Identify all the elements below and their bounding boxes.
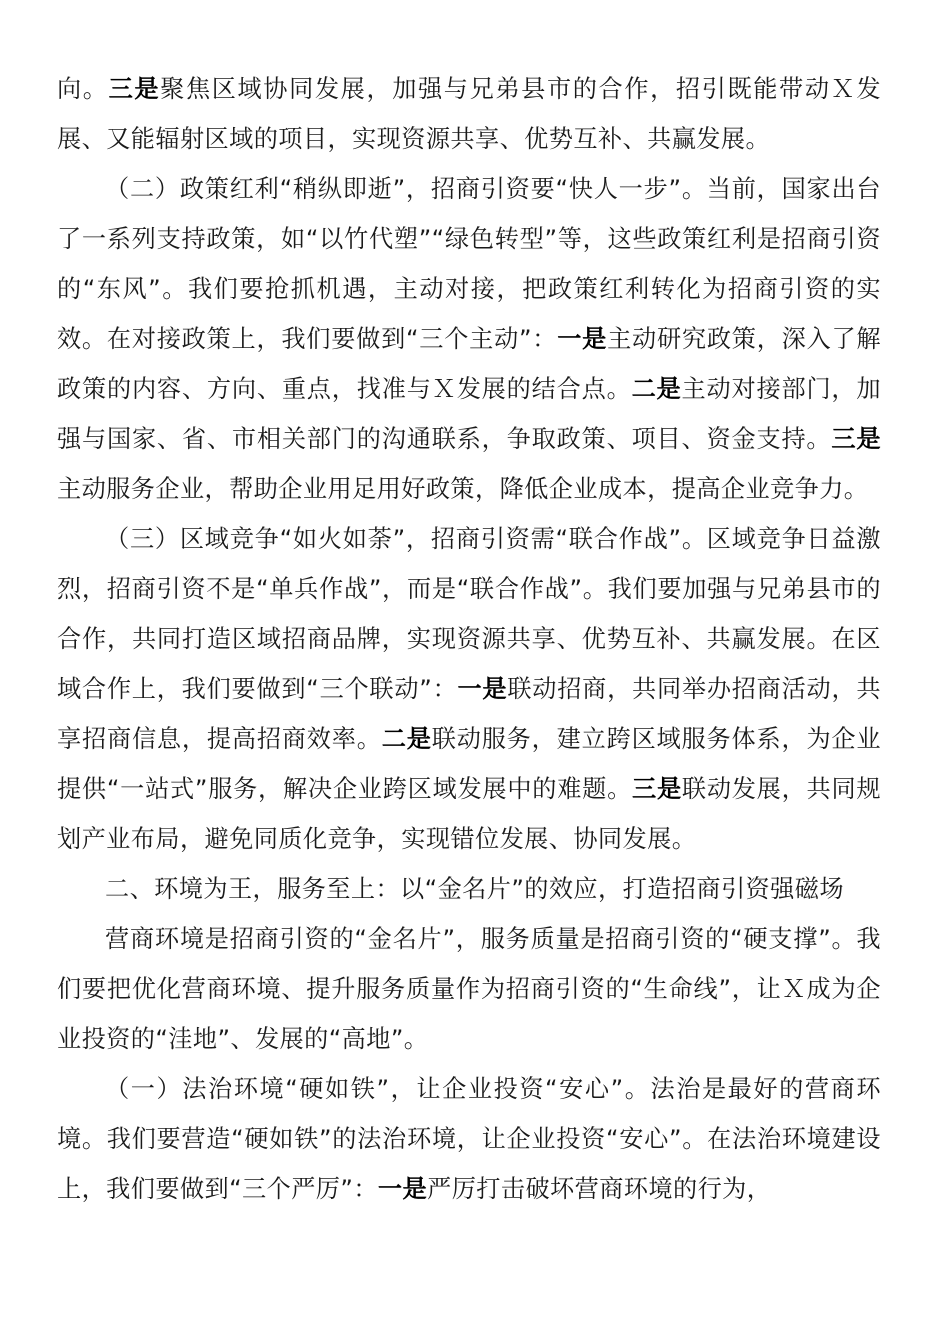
bold-run: 一是 [457, 675, 508, 703]
bold-run: 三是 [108, 75, 161, 103]
text-run: 主动研究政策，深入了解政策的内容、方向、重点，找准与Ｘ发展的结合点。 [57, 325, 882, 403]
bold-run: 三是 [831, 425, 881, 453]
text-run: 二、环境为王，服务至上：以“金名片”的效应，打造招商引资强磁场 [105, 875, 844, 903]
bold-run: 二是 [381, 725, 432, 753]
bold-run: 三是 [632, 775, 682, 803]
paragraph [57, 514, 881, 864]
text-run: 聚焦区域协同发展，加强与兄弟县市的合作，招引既能带动Ｘ发展、又能辐射区域的项目，实现资源共享、优势互补、共赢发展。 [57, 75, 881, 153]
text-run: 向。 [57, 75, 109, 103]
paragraph [57, 164, 881, 514]
paragraph [57, 914, 881, 1064]
text-run: 联动招商，共同举办招商活动，共享招商信息，提高招商效率。 [57, 675, 881, 753]
section-heading [57, 864, 881, 914]
bold-run: 一是 [557, 325, 608, 353]
text-run: （二）政策红利“稍纵即逝”，招商引资要“快人一步”。当前，国家出台了一系列支持政策，如“以竹代塑”“绿色转型”等，这些政策红利是招商引资的“东风”。我们要抢抓机遇，主动对接，把政策红利转化为招商引资的实效。在对接政策上，我们要做到“三个主动”： [57, 175, 881, 353]
paragraph [57, 64, 881, 164]
bold-run: 二是 [631, 375, 682, 403]
text-run: 联动发展，共同规划产业布局，避免同质化竞争，实现错位发展、协同发展。 [57, 775, 881, 853]
text-run: （三）区域竞争“如火如荼”，招商引资需“联合作战”。区域竞争日益激烈，招商引资不是“单兵作战”，而是“联合作战”。我们要加强与兄弟县市的合作，共同打造区域招商品牌，实现资源共享、优势互补、共赢发展。在区域合作上，我们要做到“三个联动”： [57, 525, 881, 703]
bold-run: 一是 [377, 1175, 428, 1203]
document-body [57, 64, 881, 1214]
text-run: （一）法治环境“硬如铁”，让企业投资“安心”。法治是最好的营商环境。我们要营造“硬如铁”的法治环境，让企业投资“安心”。在法治环境建设上，我们要做到“三个严厉”： [57, 1075, 881, 1203]
paragraph [57, 1064, 881, 1214]
text-run: 联动服务，建立跨区域服务体系，为企业提供“一站式”服务，解决企业跨区域发展中的难题。 [57, 725, 882, 803]
text-run: 严厉打击破坏营商环境的行为， [427, 1175, 772, 1203]
text-run: 营商环境是招商引资的“金名片”，服务质量是招商引资的“硬支撑”。我们要把优化营商环境、提升服务质量作为招商引资的“生命线”，让Ｘ成为企业投资的“洼地”、发展的“高地”。 [57, 925, 881, 1053]
text-run: 主动对接部门，加强与国家、省、市相关部门的沟通联系，争取政策、项目、资金支持。 [57, 375, 882, 453]
text-run: 主动服务企业，帮助企业用足用好政策，降低企业成本，提高企业竞争力。 [57, 475, 869, 503]
